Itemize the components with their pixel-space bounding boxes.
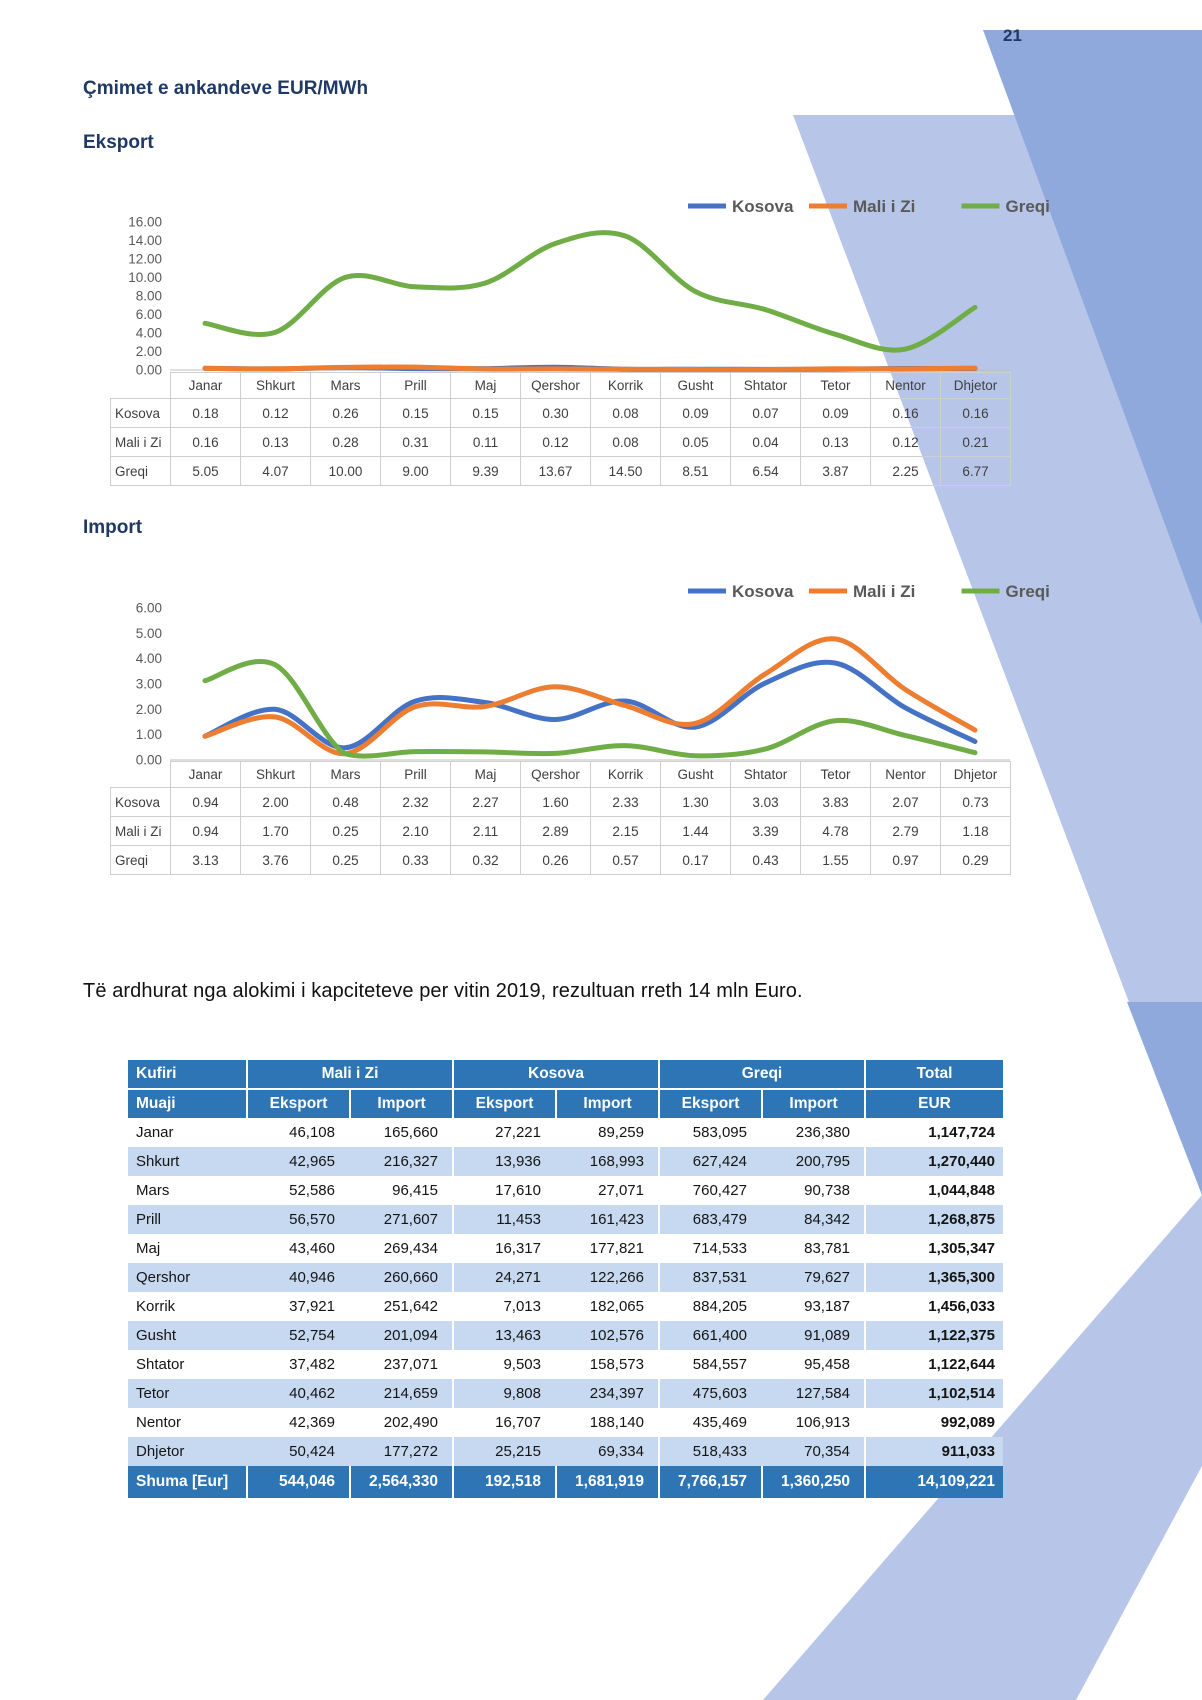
value-cell: 2.07 (871, 788, 941, 817)
total-cell: 911,033 (864, 1437, 1003, 1466)
month-header-cell: Shkurt (241, 762, 311, 788)
total-cell: 1,147,724 (864, 1118, 1003, 1147)
value-cell: 3.76 (241, 846, 311, 875)
value-cell: 168,993 (555, 1147, 658, 1176)
month-header-row (111, 373, 1011, 399)
value-cell: 0.25 (311, 817, 381, 846)
value-cell: 3.87 (801, 457, 871, 486)
value-cell: 0.17 (661, 846, 731, 875)
month-header-cell: Qershor (521, 762, 591, 788)
revenue-summary-paragraph: Të ardhurat nga alokimi i kapciteteve per vitin 2019, rezultuan rreth 14 mln Euro. (83, 980, 803, 1002)
value-cell: 11,453 (452, 1205, 555, 1234)
value-cell: 0.48 (311, 788, 381, 817)
total-cell: 1,102,514 (864, 1379, 1003, 1408)
legend-label: Mali i Zi (853, 197, 916, 216)
value-cell: 13,463 (452, 1321, 555, 1350)
value-cell: 52,586 (289, 1182, 335, 1199)
revenue-row-gusht (128, 1321, 1003, 1350)
value-cell: 0.08 (591, 428, 661, 457)
total-cell: 1,122,375 (864, 1321, 1003, 1350)
value-cell: 251,642 (383, 1298, 438, 1315)
month-header-cell: Maj (451, 762, 521, 788)
series-line-mali-i-zi (205, 367, 975, 370)
value-cell: 188,140 (589, 1414, 644, 1431)
value-cell: 0.30 (521, 399, 591, 428)
value-cell: 177,272 (349, 1437, 452, 1466)
value-cell: 4.07 (241, 457, 311, 486)
page-title: Çmimet e ankandeve EUR/MWh (83, 78, 369, 99)
value-cell: 0.26 (521, 846, 591, 875)
sum-total-cell: 14,109,221 (864, 1466, 1003, 1498)
total-cell: 992,089 (864, 1408, 1003, 1437)
value-cell: 0.31 (381, 428, 451, 457)
month-cell: Maj (136, 1240, 161, 1257)
value-cell: 1.44 (661, 817, 731, 846)
header-group-mali-i-zi: Mali i Zi (246, 1060, 452, 1088)
value-cell: 0.28 (311, 428, 381, 457)
series-row (111, 399, 1011, 428)
value-cell: 260,660 (349, 1263, 452, 1292)
y-axis-tick-label: 12.00 (128, 251, 162, 267)
month-header-cell: Prill (381, 373, 451, 399)
month-header-cell: Shtator (731, 762, 801, 788)
value-cell: 0.18 (171, 399, 241, 428)
value-cell: 93,187 (804, 1298, 850, 1315)
value-cell: 214,659 (349, 1379, 452, 1408)
sum-value-cell: 1,360,250 (761, 1466, 864, 1498)
series-row (111, 457, 1011, 486)
value-cell: 0.25 (311, 846, 381, 875)
corner-blank-cell (111, 373, 171, 399)
value-cell: 714,533 (658, 1234, 761, 1263)
header-group-greqi: Greqi (658, 1060, 864, 1088)
month-header-cell: Tetor (801, 762, 871, 788)
month-header-cell: Janar (171, 373, 241, 399)
y-axis-tick-label: 3.00 (135, 676, 162, 692)
value-cell: 0.26 (311, 399, 381, 428)
value-cell: 7,013 (452, 1292, 555, 1321)
month-cell: Shkurt (128, 1147, 246, 1176)
value-cell: 0.29 (941, 846, 1011, 875)
legend-label: Mali i Zi (853, 582, 916, 601)
series-name-cell: Greqi (111, 846, 171, 875)
header-row-sub (128, 1088, 1003, 1118)
value-cell: 2.27 (451, 788, 521, 817)
total-cell: 1,044,848 (864, 1176, 1003, 1205)
value-cell: 0.07 (731, 399, 801, 428)
revenue-table-body (128, 1118, 1003, 1466)
month-header-cell: Dhjetor (941, 373, 1011, 399)
y-axis-tick-label: 2.00 (135, 344, 162, 359)
series-name-cell: Mali i Zi (111, 428, 171, 457)
value-cell: 9,808 (452, 1379, 555, 1408)
series-name-cell: Kosova (111, 399, 171, 428)
value-cell: 518,433 (658, 1437, 761, 1466)
value-cell: 37,921 (289, 1298, 335, 1315)
value-cell: 89,259 (598, 1124, 644, 1141)
month-header-cell: Dhjetor (941, 762, 1011, 788)
value-cell: 84,342 (761, 1205, 864, 1234)
y-axis-tick-label: 4.00 (135, 651, 162, 667)
value-cell: 165,660 (383, 1124, 438, 1141)
month-cell: Janar (136, 1124, 174, 1141)
value-cell: 760,427 (658, 1176, 761, 1205)
month-cell: Gusht (128, 1321, 246, 1350)
value-cell: 0.94 (171, 817, 241, 846)
value-cell: 69,334 (555, 1437, 658, 1466)
value-cell: 9.00 (381, 457, 451, 486)
series-row (111, 846, 1011, 875)
value-cell: 96,415 (392, 1182, 438, 1199)
series-row (111, 817, 1011, 846)
value-cell: 0.11 (451, 428, 521, 457)
y-axis-tick-label: 0.00 (135, 752, 162, 768)
value-cell: 2.10 (381, 817, 451, 846)
value-cell: 2.15 (591, 817, 661, 846)
value-cell: 201,094 (349, 1321, 452, 1350)
revenue-table-foot (128, 1466, 1003, 1498)
value-cell: 43,460 (289, 1240, 335, 1257)
month-header-cell: Korrik (591, 762, 661, 788)
series-line-greqi (205, 233, 975, 351)
value-cell: 0.04 (731, 428, 801, 457)
header-import: Import (761, 1088, 864, 1118)
value-cell: 83,781 (804, 1240, 850, 1257)
value-cell: 2.11 (451, 817, 521, 846)
month-header-cell: Tetor (801, 373, 871, 399)
series-row (111, 428, 1011, 457)
revenue-row-qershor (128, 1263, 1003, 1292)
value-cell: 2.33 (591, 788, 661, 817)
y-axis-tick-label: 2.00 (135, 701, 162, 717)
month-header-cell: Nentor (871, 762, 941, 788)
sum-value-cell: 7,766,157 (658, 1466, 761, 1498)
value-cell: 884,205 (658, 1292, 761, 1321)
total-cell: 1,365,300 (864, 1263, 1003, 1292)
value-cell: 5.05 (171, 457, 241, 486)
value-cell: 236,380 (795, 1124, 850, 1141)
header-kufiri: Kufiri (128, 1060, 246, 1088)
value-cell: 42,369 (289, 1414, 335, 1431)
value-cell: 106,913 (795, 1414, 850, 1431)
total-cell: 1,122,644 (864, 1350, 1003, 1379)
y-axis-tick-label: 16.00 (128, 214, 162, 230)
y-axis-tick-label: 14.00 (128, 233, 162, 248)
value-cell: 202,490 (383, 1414, 438, 1431)
value-cell: 0.09 (661, 399, 731, 428)
total-cell: 1,268,875 (864, 1205, 1003, 1234)
value-cell: 269,434 (383, 1240, 438, 1257)
sum-value-cell: 2,564,330 (349, 1466, 452, 1498)
month-header-cell: Janar (171, 762, 241, 788)
value-cell: 27,071 (598, 1182, 644, 1199)
y-axis-tick-label: 4.00 (135, 325, 162, 341)
month-cell: Mars (136, 1182, 170, 1199)
value-cell: 2.25 (871, 457, 941, 486)
sum-value-cell: 192,518 (452, 1466, 555, 1498)
legend-label: Greqi (1005, 197, 1050, 216)
value-cell: 14.50 (591, 457, 661, 486)
value-cell: 122,266 (555, 1263, 658, 1292)
month-cell: Qershor (128, 1263, 246, 1292)
value-cell: 70,354 (761, 1437, 864, 1466)
month-cell: Nentor (136, 1414, 182, 1431)
series-line-kosova (205, 662, 975, 748)
month-header-row (111, 762, 1011, 788)
value-cell: 158,573 (589, 1356, 644, 1373)
revenue-row-shkurt (128, 1147, 1003, 1176)
value-cell: 0.08 (591, 399, 661, 428)
value-cell: 1.70 (241, 817, 311, 846)
value-cell: 2.79 (871, 817, 941, 846)
value-cell: 9.39 (451, 457, 521, 486)
month-header-cell: Shkurt (241, 373, 311, 399)
value-cell: 0.13 (241, 428, 311, 457)
value-cell: 182,065 (589, 1298, 644, 1315)
value-cell: 25,215 (452, 1437, 555, 1466)
revenue-row-prill (128, 1205, 1003, 1234)
value-cell: 10.00 (311, 457, 381, 486)
header-eksport: Eksport (452, 1088, 555, 1118)
value-cell: 3.13 (171, 846, 241, 875)
legend-label: Kosova (732, 197, 794, 216)
header-eur: EUR (864, 1088, 1003, 1118)
value-cell: 1.55 (801, 846, 871, 875)
value-cell: 200,795 (761, 1147, 864, 1176)
series-row (111, 788, 1011, 817)
value-cell: 2.32 (381, 788, 451, 817)
value-cell: 1.18 (941, 817, 1011, 846)
revenue-row-nentor (128, 1408, 1003, 1437)
series-name-cell: Mali i Zi (111, 817, 171, 846)
value-cell: 1.30 (661, 788, 731, 817)
month-cell: Prill (128, 1205, 246, 1234)
value-cell: 56,570 (246, 1205, 349, 1234)
value-cell: 435,469 (658, 1408, 761, 1437)
value-cell: 3.39 (731, 817, 801, 846)
revenue-row-tetor (128, 1379, 1003, 1408)
value-cell: 102,576 (555, 1321, 658, 1350)
month-header-cell: Qershor (521, 373, 591, 399)
value-cell: 271,607 (349, 1205, 452, 1234)
value-cell: 661,400 (658, 1321, 761, 1350)
month-cell: Korrik (136, 1298, 176, 1315)
value-cell: 0.15 (381, 399, 451, 428)
eksport-section-heading: Eksport (83, 132, 154, 153)
y-axis-tick-label: 10.00 (128, 270, 162, 285)
month-header-cell: Gusht (661, 373, 731, 399)
revenue-row-mars (128, 1176, 1003, 1205)
value-cell: 0.57 (591, 846, 661, 875)
series-name-cell: Kosova (111, 788, 171, 817)
month-header-cell: Mars (311, 762, 381, 788)
month-cell: Dhjetor (128, 1437, 246, 1466)
value-cell: 216,327 (349, 1147, 452, 1176)
month-header-cell: Prill (381, 762, 451, 788)
y-axis-tick-label: 0.00 (135, 362, 162, 378)
value-cell: 40,462 (246, 1379, 349, 1408)
value-cell: 52,754 (246, 1321, 349, 1350)
value-cell: 3.83 (801, 788, 871, 817)
value-cell: 0.12 (871, 428, 941, 457)
value-cell: 177,821 (589, 1240, 644, 1257)
header-import: Import (349, 1088, 452, 1118)
value-cell: 91,089 (761, 1321, 864, 1350)
value-cell: 475,603 (658, 1379, 761, 1408)
value-cell: 837,531 (658, 1263, 761, 1292)
revenue-row-dhjetor (128, 1437, 1003, 1466)
value-cell: 0.13 (801, 428, 871, 457)
value-cell: 0.21 (941, 428, 1011, 457)
month-cell: Tetor (128, 1379, 246, 1408)
value-cell: 0.12 (521, 428, 591, 457)
value-cell: 0.32 (451, 846, 521, 875)
header-eksport: Eksport (658, 1088, 761, 1118)
value-cell: 6.77 (941, 457, 1011, 486)
sum-label-cell: Shuma [Eur] (128, 1466, 246, 1498)
legend-label: Kosova (732, 582, 794, 601)
value-cell: 161,423 (555, 1205, 658, 1234)
sum-row (128, 1466, 1003, 1498)
month-cell: Shtator (136, 1356, 185, 1373)
value-cell: 234,397 (555, 1379, 658, 1408)
value-cell: 8.51 (661, 457, 731, 486)
value-cell: 79,627 (761, 1263, 864, 1292)
legend-label: Greqi (1005, 582, 1050, 601)
value-cell: 37,482 (289, 1356, 335, 1373)
value-cell: 95,458 (804, 1356, 850, 1373)
header-group-kosova: Kosova (452, 1060, 658, 1088)
value-cell: 583,095 (658, 1118, 761, 1147)
value-cell: 9,503 (452, 1350, 555, 1379)
y-axis-tick-label: 5.00 (135, 625, 162, 641)
dark-band-bottom-shape (1127, 1002, 1202, 1195)
value-cell: 0.43 (731, 846, 801, 875)
value-cell: 16,317 (452, 1234, 555, 1263)
total-cell: 1,456,033 (864, 1292, 1003, 1321)
month-header-cell: Korrik (591, 373, 661, 399)
value-cell: 237,071 (383, 1356, 438, 1373)
y-axis-tick-label: 6.00 (135, 600, 162, 616)
value-cell: 627,424 (658, 1147, 761, 1176)
value-cell: 0.16 (941, 399, 1011, 428)
revenue-row-korrik (128, 1292, 1003, 1321)
import-chart-data-table (110, 761, 1011, 875)
sum-value-cell: 544,046 (246, 1466, 349, 1498)
corner-blank-cell (111, 762, 171, 788)
value-cell: 40,946 (246, 1263, 349, 1292)
page-number: 21 (1003, 26, 1022, 45)
value-cell: 4.78 (801, 817, 871, 846)
value-cell: 50,424 (246, 1437, 349, 1466)
value-cell: 13.67 (521, 457, 591, 486)
import-line-chart (100, 575, 1080, 768)
eksport-line-chart (100, 190, 1080, 380)
eksport-chart-data-table (110, 372, 1011, 486)
month-header-cell: Maj (451, 373, 521, 399)
value-cell: 0.97 (871, 846, 941, 875)
value-cell: 90,738 (804, 1182, 850, 1199)
value-cell: 0.05 (661, 428, 731, 457)
total-cell: 1,270,440 (864, 1147, 1003, 1176)
value-cell: 3.03 (731, 788, 801, 817)
month-header-cell: Shtator (731, 373, 801, 399)
y-axis-tick-label: 6.00 (135, 307, 162, 322)
value-cell: 16,707 (452, 1408, 555, 1437)
value-cell: 1.60 (521, 788, 591, 817)
value-cell: 584,557 (658, 1350, 761, 1379)
value-cell: 17,610 (452, 1176, 555, 1205)
header-total: Total (864, 1060, 1003, 1088)
value-cell: 0.12 (241, 399, 311, 428)
header-eksport: Eksport (246, 1088, 349, 1118)
value-cell: 0.15 (451, 399, 521, 428)
value-cell: 683,479 (658, 1205, 761, 1234)
revenue-row-janar (128, 1118, 1003, 1147)
value-cell: 27,221 (452, 1118, 555, 1147)
revenue-table-head (128, 1060, 1003, 1118)
series-name-cell: Greqi (111, 457, 171, 486)
month-header-cell: Mars (311, 373, 381, 399)
revenue-table (128, 1060, 1003, 1498)
revenue-row-shtator (128, 1350, 1003, 1379)
month-header-cell: Nentor (871, 373, 941, 399)
value-cell: 0.16 (171, 428, 241, 457)
import-section-heading: Import (83, 517, 143, 538)
value-cell: 0.09 (801, 399, 871, 428)
value-cell: 13,936 (452, 1147, 555, 1176)
month-header-cell: Gusht (661, 762, 731, 788)
value-cell: 127,584 (761, 1379, 864, 1408)
value-cell: 0.94 (171, 788, 241, 817)
value-cell: 2.00 (241, 788, 311, 817)
header-import: Import (555, 1088, 658, 1118)
total-cell: 1,305,347 (864, 1234, 1003, 1263)
value-cell: 42,965 (246, 1147, 349, 1176)
revenue-row-maj (128, 1234, 1003, 1263)
header-muaji: Muaji (128, 1088, 246, 1118)
header-row-groups (128, 1060, 1003, 1088)
value-cell: 2.89 (521, 817, 591, 846)
y-axis-tick-label: 1.00 (135, 727, 162, 743)
value-cell: 46,108 (289, 1124, 335, 1141)
y-axis-tick-label: 8.00 (135, 288, 162, 304)
value-cell: 0.16 (871, 399, 941, 428)
value-cell: 0.33 (381, 846, 451, 875)
value-cell: 24,271 (452, 1263, 555, 1292)
value-cell: 6.54 (731, 457, 801, 486)
sum-value-cell: 1,681,919 (555, 1466, 658, 1498)
value-cell: 0.73 (941, 788, 1011, 817)
